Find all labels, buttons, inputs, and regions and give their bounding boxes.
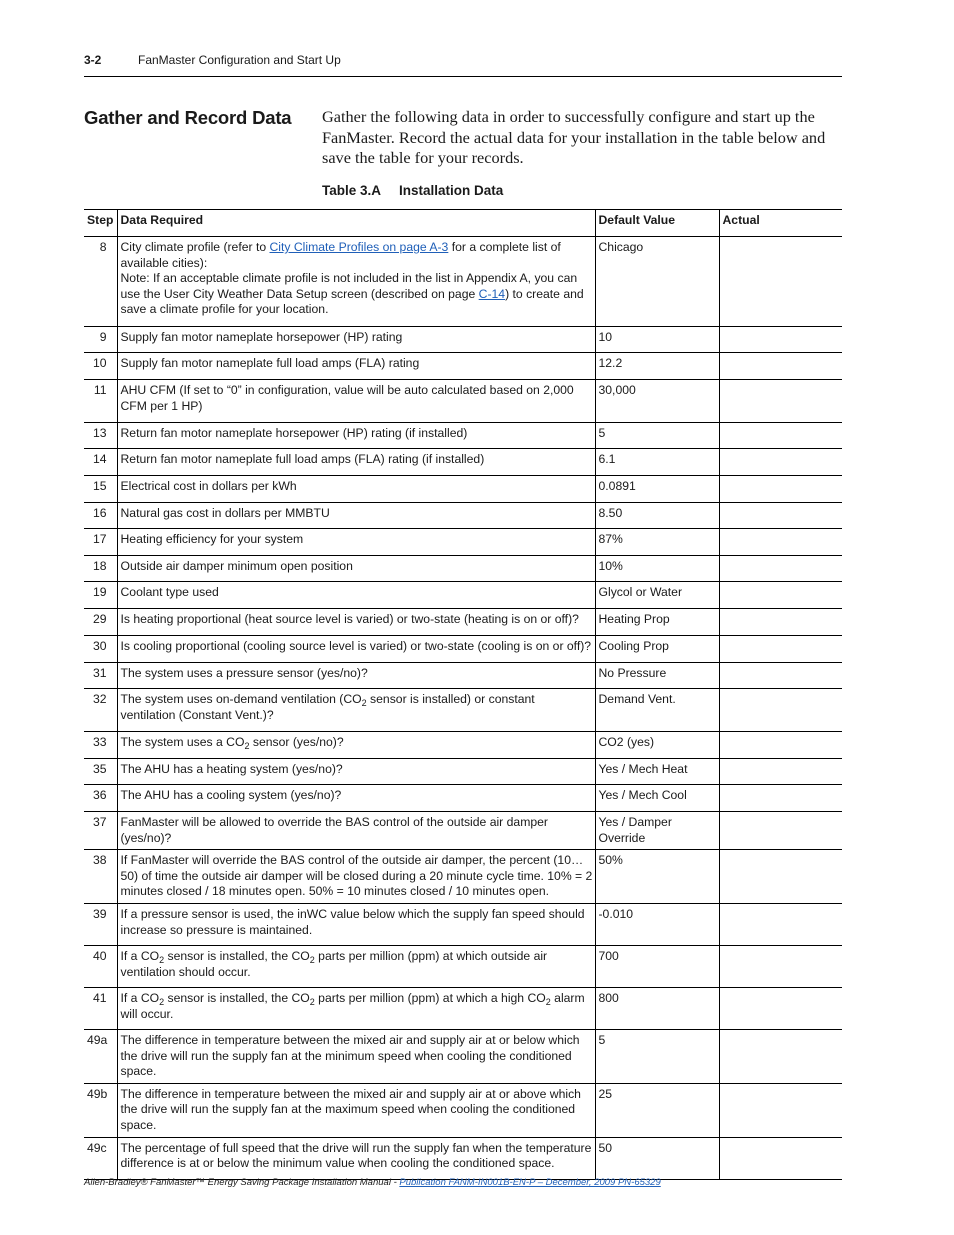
actual-cell [719, 237, 842, 327]
step-cell: 37 [84, 812, 117, 850]
data-required-cell: AHU CFM (If set to “0” in configuration, value will be auto calculated based on 2,000 CFM per 1 HP) [117, 380, 595, 423]
table-row [84, 785, 842, 812]
column-header-default-value: Default Value [595, 210, 719, 237]
publication-link[interactable]: Publication FANM-IN001B-EN-P – December, 2009 PN-65329 [399, 1177, 661, 1188]
table-row [84, 945, 842, 987]
chapter-title: FanMaster Configuration and Start Up [138, 53, 341, 67]
table-row [84, 1137, 842, 1179]
cell-text: sensor is installed, the CO [164, 990, 310, 1005]
step-cell: 9 [84, 327, 117, 353]
cell-text: The system uses a CO [120, 735, 245, 749]
default-value-cell: 6.1 [595, 449, 719, 476]
step-cell: 17 [84, 529, 117, 556]
table-row [84, 1083, 842, 1137]
cell-text: sensor is installed) or constant ventilation (Constant Vent.)? [120, 692, 535, 722]
installation-data-table [84, 209, 842, 1180]
default-value-cell: 8.50 [595, 503, 719, 529]
table-row [84, 353, 842, 380]
table-header-row [84, 210, 842, 237]
cross-reference-link[interactable]: C-14 [478, 286, 506, 301]
subscript-text: 2 [244, 741, 250, 751]
step-cell: 30 [84, 636, 117, 663]
cell-text: Note: If an acceptable climate profile is not included in the list in Appendix A, you can use the User City Weather Data Setup screen (described on page [120, 271, 578, 301]
subscript-text: 2 [159, 996, 165, 1007]
default-value-cell: Demand Vent. [595, 689, 719, 732]
actual-cell [719, 327, 842, 353]
default-value-cell: 800 [595, 987, 719, 1029]
cell-text: alarm will occur. [120, 990, 585, 1021]
data-required-cell [117, 945, 595, 987]
default-value-cell: 12.2 [595, 353, 719, 380]
actual-cell [719, 423, 842, 449]
data-required-cell: Supply fan motor nameplate horsepower (HP) rating [117, 327, 595, 353]
data-required-cell: The AHU has a heating system (yes/no)? [117, 759, 595, 785]
step-cell: 8 [84, 237, 117, 327]
subscript-text: 2 [309, 954, 315, 965]
cell-text: sensor is installed, the CO [164, 948, 310, 963]
data-required-cell: Is heating proportional (heat source level is varied) or two-state (heating is on or off)? [117, 609, 595, 636]
actual-cell [719, 476, 842, 503]
data-required-cell: The system uses a pressure sensor (yes/no)? [117, 663, 595, 689]
data-required-cell: Supply fan motor nameplate full load amps (FLA) rating [117, 353, 595, 380]
data-required-cell: If a pressure sensor is used, the inWC value below which the supply fan speed should increase so pressure is maintained. [117, 903, 595, 945]
actual-cell [719, 556, 842, 582]
table-row [84, 689, 842, 732]
step-cell: 33 [84, 732, 117, 759]
data-required-cell [117, 732, 595, 759]
default-value-cell: Yes / Damper Override [595, 812, 719, 850]
cell-text: The system uses on-demand ventilation (CO [120, 692, 362, 706]
data-required-cell: The difference in temperature between the mixed air and supply air at or above which the drive will run the supply fan at the maximum speed when cooling the conditioned space. [117, 1083, 595, 1137]
cell-text: City climate profile (refer to [120, 240, 270, 254]
actual-cell [719, 353, 842, 380]
data-required-cell [117, 987, 595, 1029]
actual-cell [719, 380, 842, 423]
cell-text: If a CO [120, 948, 160, 963]
cross-reference-link[interactable]: City Climate Profiles on page A-3 [269, 240, 449, 254]
table-row [84, 380, 842, 423]
table-body [84, 237, 842, 1180]
subscript-text: 2 [545, 996, 551, 1007]
data-required-cell: Outside air damper minimum open position [117, 556, 595, 582]
cell-text: for a complete list of available cities): [120, 240, 561, 270]
table-row [84, 812, 842, 850]
table-row [84, 503, 842, 529]
actual-cell [719, 987, 842, 1029]
page-number: 3-2 [84, 53, 102, 67]
data-required-cell: If FanMaster will override the BAS control of the outside air damper, the percent (10…50) of time the outside air damper will be closed during a 20 minute cycle time. 10% = 2 minutes closed / 18 minutes open. 50% = 10 minutes closed / 10 minutes open. [117, 850, 595, 904]
table-row [84, 732, 842, 759]
column-header-step: Step [84, 210, 117, 237]
table-row [84, 1029, 842, 1083]
actual-cell [719, 689, 842, 732]
actual-cell [719, 812, 842, 850]
actual-cell [719, 503, 842, 529]
page-footer [84, 1177, 661, 1188]
actual-cell [719, 609, 842, 636]
default-value-cell: Yes / Mech Heat [595, 759, 719, 785]
actual-cell [719, 785, 842, 812]
page-header [84, 52, 842, 77]
actual-cell [719, 636, 842, 663]
default-value-cell: 25 [595, 1083, 719, 1137]
actual-cell [719, 945, 842, 987]
default-value-cell: Heating Prop [595, 609, 719, 636]
actual-cell [719, 850, 842, 904]
table-row [84, 609, 842, 636]
table-row [84, 987, 842, 1029]
actual-cell [719, 663, 842, 689]
default-value-cell: 5 [595, 1029, 719, 1083]
table-row [84, 556, 842, 582]
actual-cell [719, 529, 842, 556]
cell-text: sensor (yes/no)? [249, 735, 344, 749]
actual-cell [719, 732, 842, 759]
data-required-cell: Electrical cost in dollars per kWh [117, 476, 595, 503]
table-caption-title: Installation Data [399, 183, 504, 198]
cell-text: ) to create and save a climate profile for your location. [120, 286, 584, 317]
step-cell: 19 [84, 582, 117, 609]
default-value-cell: 50 [595, 1137, 719, 1179]
intro-paragraph: Gather the following data in order to successfully configure and start up the FanMaster. Record the actual data for your installation in the table below and save the table for your records. [322, 107, 826, 167]
actual-cell [719, 582, 842, 609]
table-row [84, 423, 842, 449]
default-value-cell: No Pressure [595, 663, 719, 689]
default-value-cell: 0.0891 [595, 476, 719, 503]
step-cell: 31 [84, 663, 117, 689]
cell-text: parts per million (ppm) at which a high CO [314, 990, 546, 1005]
step-cell: 29 [84, 609, 117, 636]
default-value-cell: 87% [595, 529, 719, 556]
actual-cell [719, 1137, 842, 1179]
table-caption-number: Table 3.A [322, 183, 382, 198]
column-header-data-required: Data Required [117, 210, 595, 237]
step-cell: 14 [84, 449, 117, 476]
data-required-cell [117, 689, 595, 732]
default-value-cell: 700 [595, 945, 719, 987]
step-cell: 49a [84, 1029, 117, 1083]
default-value-cell: 5 [595, 423, 719, 449]
section-title: Gather and Record Data [84, 107, 292, 128]
step-cell: 16 [84, 503, 117, 529]
step-cell: 41 [84, 987, 117, 1029]
default-value-cell: Glycol or Water [595, 582, 719, 609]
default-value-cell: -0.010 [595, 903, 719, 945]
data-required-cell: Coolant type used [117, 582, 595, 609]
subscript-text: 2 [309, 996, 315, 1007]
actual-cell [719, 1083, 842, 1137]
data-required-cell: Return fan motor nameplate horsepower (HP) rating (if installed) [117, 423, 595, 449]
table-row [84, 327, 842, 353]
cell-text: If a CO [120, 990, 160, 1005]
default-value-cell: Yes / Mech Cool [595, 785, 719, 812]
step-cell: 49c [84, 1137, 117, 1179]
table-caption [322, 183, 503, 198]
table-row [84, 237, 842, 327]
data-required-cell: Natural gas cost in dollars per MMBTU [117, 503, 595, 529]
table-row [84, 903, 842, 945]
table-row [84, 759, 842, 785]
default-value-cell: 50% [595, 850, 719, 904]
column-header-actual: Actual [719, 210, 842, 237]
actual-cell [719, 759, 842, 785]
default-value-cell: Cooling Prop [595, 636, 719, 663]
default-value-cell: CO2 (yes) [595, 732, 719, 759]
table-row [84, 529, 842, 556]
step-cell: 39 [84, 903, 117, 945]
data-required-cell: The difference in temperature between the mixed air and supply air at or below which the drive will run the supply fan at the minimum speed when cooling the conditioned space. [117, 1029, 595, 1083]
step-cell: 49b [84, 1083, 117, 1137]
data-required-cell: FanMaster will be allowed to override the BAS control of the outside air damper (yes/no)? [117, 812, 595, 850]
table-row [84, 850, 842, 904]
table-row [84, 663, 842, 689]
step-cell: 32 [84, 689, 117, 732]
table-row [84, 582, 842, 609]
table-row [84, 476, 842, 503]
data-required-cell: Heating efficiency for your system [117, 529, 595, 556]
subscript-text: 2 [159, 954, 165, 965]
data-required-cell: The percentage of full speed that the drive will run the supply fan when the temperature difference is at or below the minimum value when cooling the conditioned space. [117, 1137, 595, 1179]
step-cell: 35 [84, 759, 117, 785]
actual-cell [719, 903, 842, 945]
default-value-cell: Chicago [595, 237, 719, 327]
step-cell: 36 [84, 785, 117, 812]
data-required-cell: The AHU has a cooling system (yes/no)? [117, 785, 595, 812]
actual-cell [719, 1029, 842, 1083]
data-required-cell: Is cooling proportional (cooling source level is varied) or two-state (cooling is on or off)? [117, 636, 595, 663]
step-cell: 15 [84, 476, 117, 503]
step-cell: 38 [84, 850, 117, 904]
step-cell: 18 [84, 556, 117, 582]
actual-cell [719, 449, 842, 476]
default-value-cell: 30,000 [595, 380, 719, 423]
table-row [84, 636, 842, 663]
data-required-cell [117, 237, 595, 327]
default-value-cell: 10 [595, 327, 719, 353]
default-value-cell: 10% [595, 556, 719, 582]
step-cell: 40 [84, 945, 117, 987]
cell-text: parts per million (ppm) at which outside air ventilation should occur. [120, 948, 548, 979]
table-row [84, 449, 842, 476]
subscript-text: 2 [361, 698, 367, 708]
step-cell: 11 [84, 380, 117, 423]
step-cell: 10 [84, 353, 117, 380]
footer-text: Allen-Bradley® FanMaster™ Energy Saving Package Installation Manual - [84, 1177, 400, 1188]
data-required-cell: Return fan motor nameplate full load amps (FLA) rating (if installed) [117, 449, 595, 476]
step-cell: 13 [84, 423, 117, 449]
